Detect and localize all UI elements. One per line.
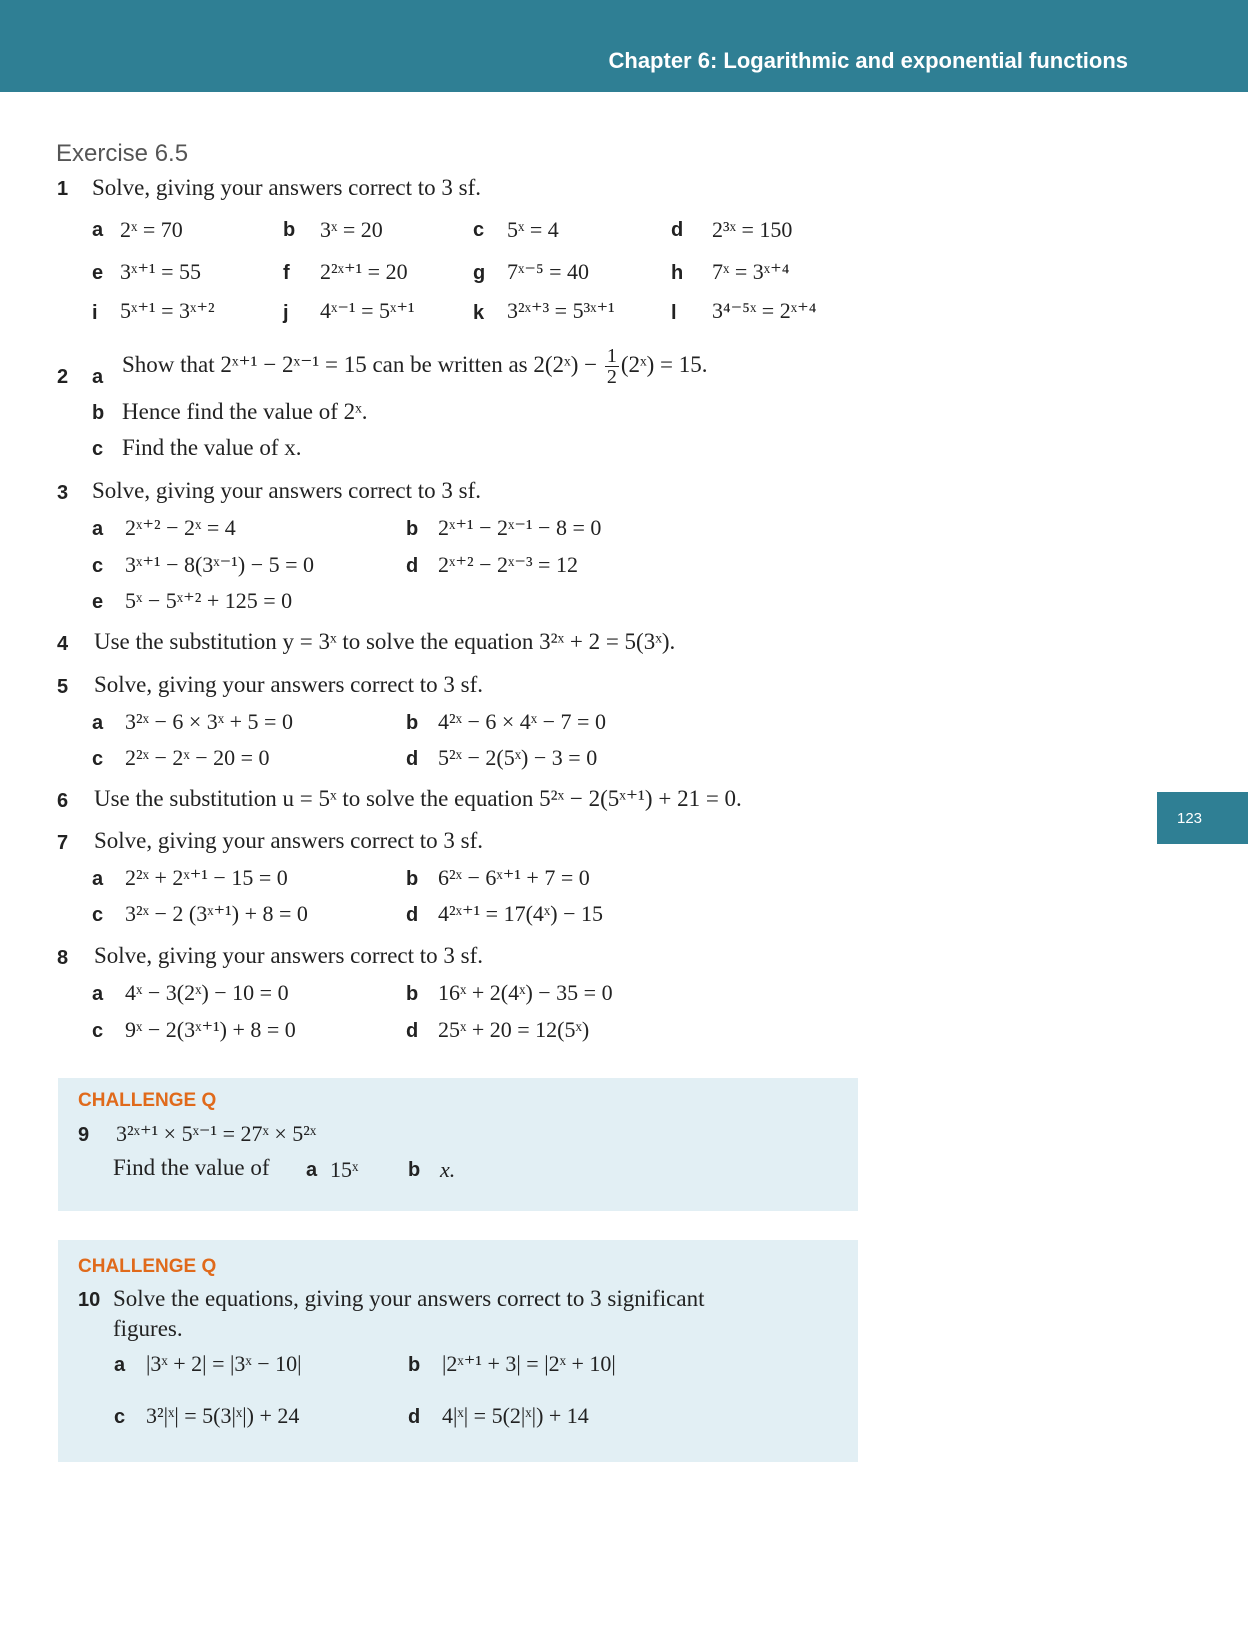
- part-label: b: [406, 868, 419, 890]
- part-label: a: [92, 219, 104, 241]
- part-label: b: [406, 712, 419, 734]
- challenge-title: CHALLENGE Q: [78, 1256, 217, 1277]
- part-equation: 3²|ˣ| = 5(3|ˣ|) + 24: [146, 1403, 300, 1428]
- part-label: b: [406, 518, 419, 540]
- fraction-denominator: 2: [606, 366, 617, 388]
- part-equation: 7ˣ = 3ˣ⁺⁴: [712, 259, 790, 284]
- page-number-tab: 123: [1157, 792, 1248, 844]
- exercise-title: Exercise 6.5: [56, 140, 189, 167]
- part-label: d: [671, 219, 684, 241]
- question-number: 10: [78, 1289, 101, 1311]
- part-label: i: [92, 302, 98, 324]
- question-number: 7: [57, 832, 69, 854]
- part-equation: x.: [440, 1157, 456, 1182]
- part-equation: 2²ˣ − 2ˣ − 20 = 0: [125, 745, 270, 770]
- find-text: Find the value of: [113, 1155, 270, 1180]
- part-equation: 6²ˣ − 6ˣ⁺¹ + 7 = 0: [438, 865, 590, 890]
- part-label: d: [406, 555, 419, 577]
- part-equation: 3ˣ⁺¹ = 55: [120, 259, 201, 284]
- part-label: a: [92, 518, 104, 540]
- part-label: h: [671, 262, 684, 284]
- part-equation: 3⁴⁻⁵ˣ = 2ˣ⁺⁴: [712, 298, 817, 323]
- question-text: Solve the equations, giving your answers correct to 3 significant: [113, 1286, 705, 1311]
- chapter-header-bar: [0, 0, 1248, 92]
- fraction-numerator: 1: [606, 345, 617, 367]
- question-text: Use the substitution u = 5ˣ to solve the equation 5²ˣ − 2(5ˣ⁺¹) + 21 = 0.: [94, 786, 742, 811]
- part-label: e: [92, 262, 104, 284]
- part-label: a: [114, 1354, 126, 1376]
- part-equation: 5ˣ⁺¹ = 3ˣ⁺²: [120, 298, 215, 323]
- part-equation: 2³ˣ = 150: [712, 217, 793, 242]
- part-label: e: [92, 591, 104, 613]
- part-label: c: [92, 904, 104, 926]
- part-label: d: [406, 904, 419, 926]
- part-a-text: Show that 2ˣ⁺¹ − 2ˣ⁻¹ = 15 can be written as 2(2ˣ) −: [122, 351, 598, 377]
- challenge-equation: 3²ˣ⁺¹ × 5ˣ⁻¹ = 27ˣ × 5²ˣ: [116, 1121, 317, 1146]
- part-equation: 2ˣ⁺¹ − 2ˣ⁻¹ − 8 = 0: [438, 515, 602, 540]
- part-text: Hence find the value of 2ˣ.: [122, 399, 368, 424]
- part-equation: 16ˣ + 2(4ˣ) − 35 = 0: [438, 980, 613, 1005]
- question-text: Solve, giving your answers correct to 3 sf.: [94, 672, 484, 697]
- question-text: Solve, giving your answers correct to 3 sf.: [92, 175, 482, 200]
- part-equation: 3ˣ = 20: [320, 217, 383, 242]
- part-equation: 25ˣ + 20 = 12(5ˣ): [438, 1017, 590, 1042]
- part-equation: 7ˣ⁻⁵ = 40: [507, 259, 590, 284]
- question-number: 3: [57, 482, 69, 504]
- part-label: a: [92, 868, 104, 890]
- part-label: c: [92, 1020, 104, 1042]
- part-equation: 2ˣ⁺² − 2ˣ = 4: [125, 515, 236, 540]
- part-text: Find the value of x.: [122, 435, 302, 460]
- question-number: 1: [57, 178, 69, 200]
- part-equation: 3²ˣ − 6 × 3ˣ + 5 = 0: [125, 709, 293, 734]
- part-equation: 5ˣ − 5ˣ⁺² + 125 = 0: [125, 588, 293, 613]
- part-label: b: [406, 983, 419, 1005]
- part-equation: 4²ˣ − 6 × 4ˣ − 7 = 0: [438, 709, 606, 734]
- part-label: a: [92, 712, 104, 734]
- part-equation: 3²ˣ⁺³ = 5³ˣ⁺¹: [507, 298, 615, 323]
- part-equation: 4ˣ⁻¹ = 5ˣ⁺¹: [320, 298, 415, 323]
- part-label: a: [92, 366, 104, 388]
- question-number: 8: [57, 947, 69, 969]
- part-equation: |2ˣ⁺¹ + 3| = |2ˣ + 10|: [442, 1351, 616, 1376]
- part-text: [122, 346, 708, 387]
- part-label: d: [406, 748, 419, 770]
- part-equation: 2²ˣ + 2ˣ⁺¹ − 15 = 0: [125, 865, 288, 890]
- part-label: b: [92, 402, 105, 424]
- question-number: 6: [57, 790, 69, 812]
- question-text: Solve, giving your answers correct to 3 sf.: [92, 478, 482, 503]
- part-equation: 15ˣ: [330, 1157, 359, 1182]
- challenge-box-1: [58, 1078, 858, 1211]
- question-text: Solve, giving your answers correct to 3 sf.: [94, 828, 484, 853]
- part-label: l: [671, 302, 677, 324]
- part-label: b: [408, 1159, 421, 1181]
- part-equation: |3ˣ + 2| = |3ˣ − 10|: [146, 1351, 302, 1376]
- part-label: j: [283, 302, 289, 324]
- part-a-tail: (2ˣ) = 15.: [620, 351, 708, 377]
- part-equation: 4²ˣ⁺¹ = 17(4ˣ) − 15: [438, 901, 603, 926]
- part-label: a: [92, 983, 104, 1005]
- question-text: Use the substitution y = 3ˣ to solve the equation 3²ˣ + 2 = 5(3ˣ).: [94, 629, 676, 654]
- part-equation: 3²ˣ − 2 (3ˣ⁺¹) + 8 = 0: [125, 901, 308, 926]
- part-label: c: [92, 438, 104, 460]
- part-equation: 2ˣ = 70: [120, 217, 183, 242]
- question-number: 5: [57, 676, 69, 698]
- part-label: d: [406, 1020, 419, 1042]
- question-number: 9: [78, 1124, 90, 1146]
- part-equation: 3ˣ⁺¹ − 8(3ˣ⁻¹) − 5 = 0: [125, 552, 315, 577]
- part-equation: 5ˣ = 4: [507, 217, 559, 242]
- part-equation: 4|ˣ| = 5(2|ˣ|) + 14: [442, 1403, 589, 1428]
- part-label: k: [473, 302, 485, 324]
- question-number: 2: [57, 366, 69, 388]
- challenge-box-2: [58, 1240, 858, 1462]
- part-label: b: [283, 219, 296, 241]
- part-label: g: [473, 262, 486, 284]
- part-label: f: [283, 262, 290, 284]
- part-equation: 5²ˣ − 2(5ˣ) − 3 = 0: [438, 745, 598, 770]
- part-equation: 4ˣ − 3(2ˣ) − 10 = 0: [125, 980, 289, 1005]
- part-equation: 2ˣ⁺² − 2ˣ⁻³ = 12: [438, 552, 578, 577]
- part-equation: 2²ˣ⁺¹ = 20: [320, 259, 408, 284]
- part-label: c: [473, 219, 485, 241]
- part-label: c: [92, 748, 104, 770]
- question-number: 4: [57, 633, 69, 655]
- part-label: a: [306, 1159, 318, 1181]
- part-equation: 9ˣ − 2(3ˣ⁺¹) + 8 = 0: [125, 1017, 296, 1042]
- question-text-continued: figures.: [113, 1316, 183, 1341]
- challenge-title: CHALLENGE Q: [78, 1090, 217, 1111]
- part-label: c: [92, 555, 104, 577]
- fraction: [605, 346, 619, 387]
- part-label: c: [114, 1406, 126, 1428]
- part-label: d: [408, 1406, 421, 1428]
- part-label: b: [408, 1354, 421, 1376]
- chapter-title: Chapter 6: Logarithmic and exponential functions: [608, 48, 1128, 73]
- question-text: Solve, giving your answers correct to 3 sf.: [94, 943, 484, 968]
